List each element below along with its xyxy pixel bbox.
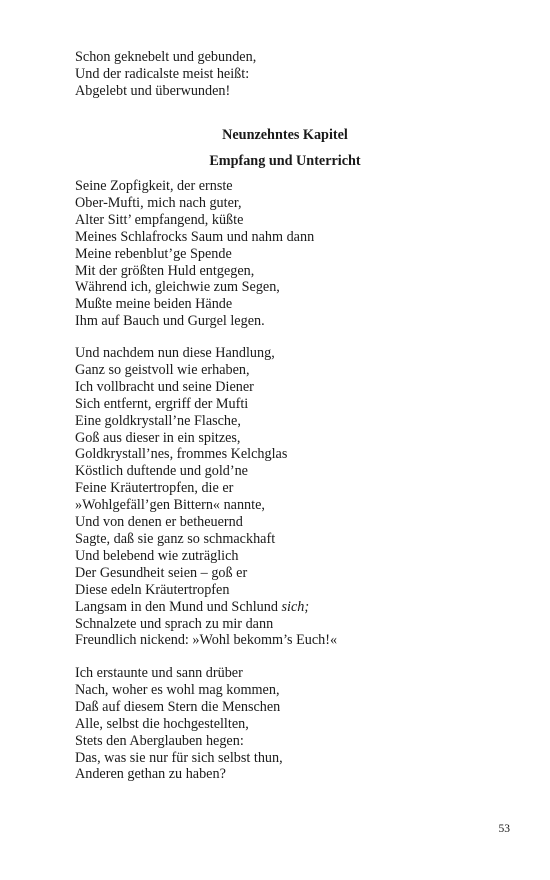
- verse-line: Meine rebenblut’ge Spende: [75, 245, 232, 262]
- verse-line: Ganz so geistvoll wie erhaben,: [75, 361, 250, 378]
- verse-line: Nach, woher es wohl mag kommen,: [75, 681, 280, 698]
- verse-line: Freundlich nickend: »Wohl bekomm’s Euch!«: [75, 632, 338, 649]
- verse-line: Sagte, daß sie ganz so schmackhaft: [75, 530, 276, 547]
- verse-line: Mit der größten Huld entgegen,: [75, 262, 255, 279]
- verse-line: Schnalzete und sprach zu mir dann: [75, 615, 274, 632]
- verse-line: Und von denen er betheuernd: [75, 514, 243, 531]
- stanza-3: [75, 665, 475, 783]
- verse-line: Schon geknebelt und gebunden,: [75, 49, 257, 65]
- verse-text: Langsam in den Mund und Schlund: [75, 598, 278, 615]
- verse-line: Meines Schlafrocks Saum und nahm dann: [75, 228, 315, 245]
- verse-line: Ich erstaunte und sann drüber: [75, 665, 243, 681]
- verse-line: Köstlich duftende und gold’ne: [75, 463, 248, 480]
- verse-line: Abgelebt und überwunden!: [75, 82, 231, 99]
- verse-line: Alle, selbst die hochgestellten,: [75, 715, 249, 732]
- verse-line: Eine goldkrystall’ne Flasche,: [75, 412, 241, 429]
- verse-line: Und der radicalste meist heißt:: [75, 65, 250, 82]
- verse-line: Während ich, gleichwie zum Segen,: [75, 279, 280, 296]
- verse-line: Ich vollbracht und seine Diener: [75, 378, 254, 395]
- verse-line: Stets den Aberglauben hegen:: [75, 732, 244, 749]
- verse-line: Goß aus dieser in ein spitzes,: [75, 429, 241, 446]
- verse-line: Ihm auf Bauch und Gurgel legen.: [75, 313, 265, 330]
- chapter-number: Neunzehntes Kapitel: [222, 127, 348, 143]
- verse-line: Goldkrystall’nes, frommes Kelchglas: [75, 446, 288, 463]
- verse-line: Und nachdem nun diese Handlung,: [75, 345, 275, 361]
- stanza-2: [75, 345, 475, 649]
- verse-line: [75, 599, 475, 616]
- verse-line: »Wohlgefäll’gen Bittern« nannte,: [75, 497, 265, 514]
- verse-line: Ober-Mufti, mich nach guter,: [75, 194, 242, 211]
- verse-line: Daß auf diesem Stern die Menschen: [75, 698, 281, 715]
- italic-word: sich;: [281, 598, 310, 615]
- opening-stanza: [75, 49, 475, 100]
- verse-line: Das, was sie nur für sich selbst thun,: [75, 749, 283, 766]
- verse-line: Feine Kräutertropfen, die er: [75, 480, 234, 497]
- verse-line: Anderen gethan zu haben?: [75, 766, 226, 783]
- chapter-subtitle: Empfang und Unterricht: [209, 153, 361, 169]
- verse-line: Mußte meine beiden Hände: [75, 296, 233, 313]
- verse-line: Seine Zopfigkeit, der ernste: [75, 178, 233, 194]
- verse-line: Alter Sitt’ empfangend, küßte: [75, 211, 244, 228]
- verse-line: Und belebend wie zuträglich: [75, 547, 239, 564]
- verse-line: Sich entfernt, ergriff der Mufti: [75, 395, 249, 412]
- page-number: 53: [498, 823, 510, 835]
- stanza-1: [75, 178, 475, 330]
- verse-line: Der Gesundheit seien – goß er: [75, 564, 248, 581]
- verse-line: Diese edeln Kräutertropfen: [75, 581, 230, 598]
